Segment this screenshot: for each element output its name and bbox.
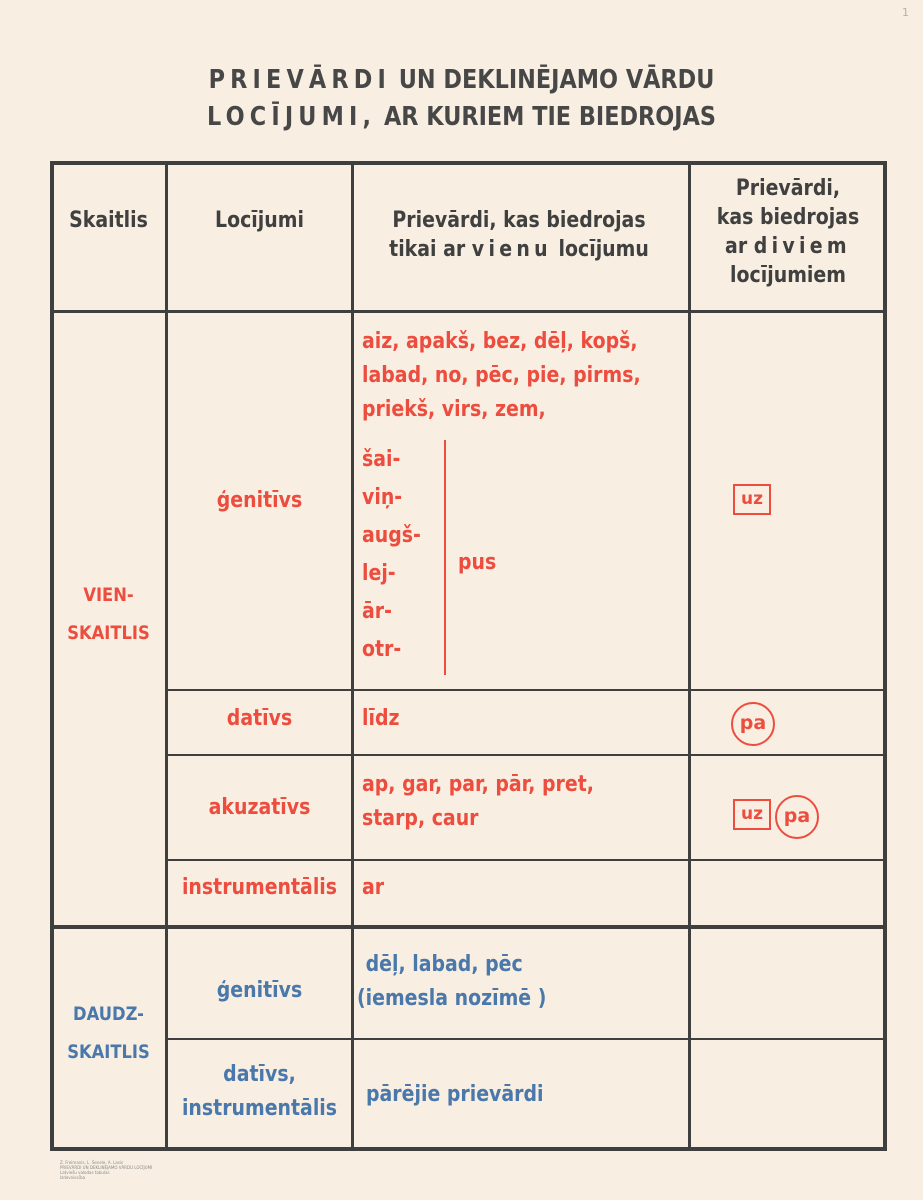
case-sg-instrumental: instrumentālis <box>181 875 338 900</box>
header-two-case: Prievārdi, kas biedrojas ar diviem locījumiem <box>716 176 860 288</box>
pus-prefix: augš- <box>362 523 421 548</box>
header-locijumi: Locījumi <box>215 208 304 233</box>
preps-pl-dative-instrumental: pārējie prievārdi <box>366 1082 544 1107</box>
pus-prefix-list <box>362 441 421 669</box>
pus-suffix: pus <box>458 550 497 575</box>
case-pl-genitive: ģenitīvs <box>216 978 303 1003</box>
row-rule-genitive <box>165 689 887 691</box>
preps-sg-accusative: ap, gar, par, pār, pret, starp, caur <box>362 772 594 831</box>
row-rule-plural-genitive <box>165 1038 887 1040</box>
publisher-imprint: Z. Freimanis, L. Šenele, A. Lasis PRIEVĀRDI UN DEKLINĒJAMO VĀRDU LOCĪJUMI Latviešu valodas tabulas Izdevniecība <box>60 1160 153 1180</box>
row-rule-accusative <box>165 859 887 861</box>
pus-prefix: viņ- <box>362 485 403 510</box>
row-rule-dative <box>165 754 887 756</box>
case-pl-dative-instrumental: datīvs, instrumentālis <box>181 1062 338 1121</box>
page-title <box>65 62 859 136</box>
pus-prefix: otr- <box>362 637 402 662</box>
pus-bracket <box>444 440 446 675</box>
page-number: 1 <box>902 6 909 19</box>
preps-sg-dative: līdz <box>362 706 400 731</box>
uz-box-icon: uz <box>733 484 771 515</box>
pa-circle-icon: pa <box>731 702 775 746</box>
plural-label: DAUDZ- SKAITLIS <box>67 1003 150 1063</box>
title-line-2: LOCĪJUMI, AR KURIEM TIE BIEDROJAS <box>206 102 716 132</box>
case-sg-accusative: akuzatīvs <box>208 795 311 820</box>
section-rule <box>50 925 887 929</box>
preps-sg-instrumental: ar <box>362 875 385 900</box>
singular-label: VIEN- SKAITLIS <box>67 584 150 644</box>
case-sg-dative: datīvs <box>226 706 293 731</box>
header-skaitlis: Skaitlis <box>69 208 148 233</box>
uz-box-icon: uz <box>733 799 771 830</box>
header-rule <box>50 310 887 313</box>
case-sg-genitive: ģenitīvs <box>216 488 303 513</box>
preps-pl-genitive: dēļ, labad, pēc (iemesla nozīmē ) <box>357 952 547 1011</box>
header-one-case: Prievārdi, kas biedrojas tikai ar vienu locījumu <box>389 208 649 262</box>
pus-prefix: lej- <box>362 561 396 586</box>
pa-circle-icon: pa <box>775 795 819 839</box>
pus-prefix: ār- <box>362 599 392 624</box>
pus-prefix: šai- <box>362 447 401 472</box>
preps-sg-genitive: aiz, apakš, bez, dēļ, kopš, labad, no, pēc, pie, pirms, priekš, virs, zem, <box>362 329 641 422</box>
title-line-1: PRIEVĀRDI UN DEKLINĒJAMO VĀRDU <box>208 65 715 95</box>
